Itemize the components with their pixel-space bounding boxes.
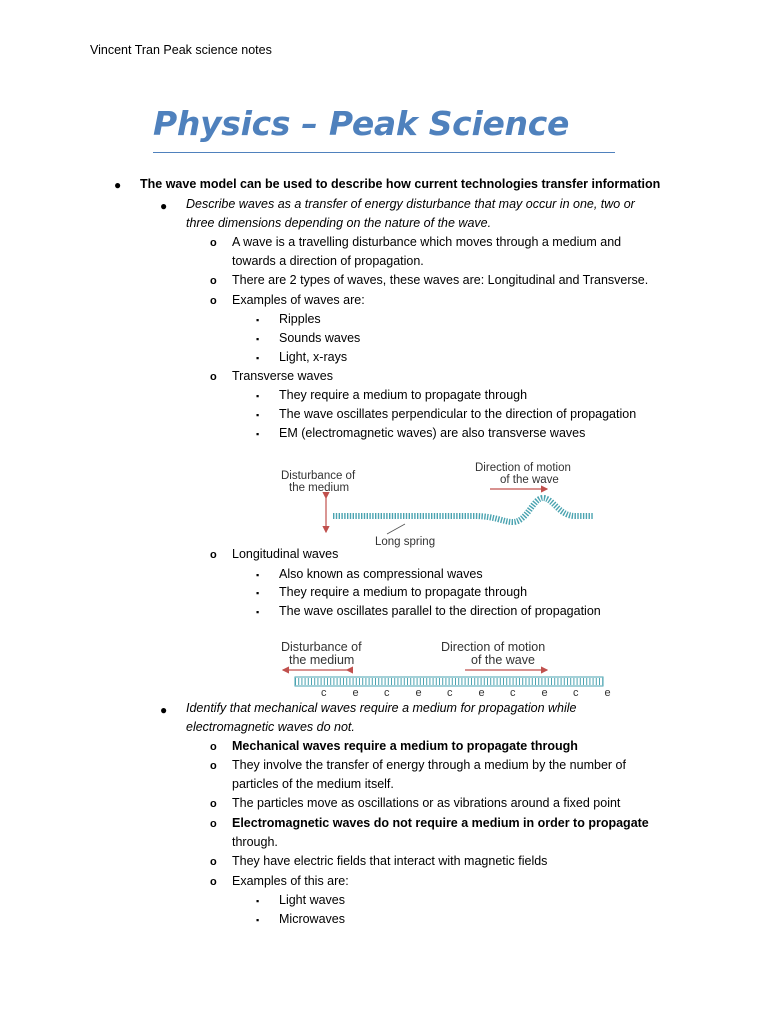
list-item: particles of the medium itself. <box>232 777 394 791</box>
bullet-o-icon: o <box>210 760 217 772</box>
spring-pointer <box>387 524 405 534</box>
bullet-square-icon: ▪ <box>256 588 260 598</box>
bullet-square-icon: ▪ <box>256 353 260 363</box>
label-direction-line2: of the wave <box>500 474 559 486</box>
list-item: Mechanical waves require a medium to propagate through <box>232 739 578 753</box>
list-item: Microwaves <box>279 912 345 926</box>
label-direction-line1: Direction of motion <box>441 640 546 654</box>
list-item: Examples of this are: <box>232 874 349 888</box>
title-divider <box>153 152 615 153</box>
compression-marker: c <box>384 687 390 699</box>
label-disturbance-line1: Disturbance of <box>281 640 362 654</box>
bullet-o-icon: o <box>210 371 217 383</box>
heading-line: The wave model can be used to describe how current technologies transfer information <box>140 177 661 191</box>
compression-marker: e <box>478 687 485 699</box>
compression-markers <box>321 687 611 699</box>
compression-marker: c <box>573 687 579 699</box>
syllabus-point: Describe waves as a transfer of energy disturbance that may occur in one, two or <box>186 197 635 211</box>
bullet-square-icon: ▪ <box>256 896 260 906</box>
bullet-square-icon: ▪ <box>256 607 260 617</box>
label-disturbance-line1: Disturbance of <box>281 470 356 482</box>
compression-marker: e <box>352 687 359 699</box>
list-item: Examples of waves are: <box>232 293 365 307</box>
syllabus-point: electromagnetic waves do not. <box>186 720 355 734</box>
label-direction-line2: of the wave <box>471 653 535 667</box>
compression-marker: e <box>604 687 611 699</box>
list-item: Light waves <box>279 893 346 907</box>
bullet-dot-icon: ● <box>160 199 168 213</box>
list-item: Electromagnetic waves do not require a medium in order to propagate <box>232 816 649 830</box>
compression-marker: c <box>321 687 327 699</box>
compression-marker: e <box>541 687 548 699</box>
list-item: EM (electromagnetic waves) are also transverse waves <box>279 426 586 440</box>
list-item: There are 2 types of waves, these waves are: Longitudinal and Transverse. <box>232 273 649 287</box>
spring-wave <box>333 498 593 522</box>
transverse-wave-diagram <box>275 458 605 548</box>
syllabus-point: three dimensions depending on the nature of the wave. <box>186 216 492 230</box>
list-item: Longitudinal waves <box>232 547 339 561</box>
label-disturbance-line2: the medium <box>289 653 355 667</box>
list-item: They have electric fields that interact with magnetic fields <box>232 854 548 868</box>
bullet-square-icon: ▪ <box>256 429 260 439</box>
list-item: Also known as compressional waves <box>279 567 483 581</box>
label-spring: Long spring <box>375 536 436 548</box>
list-item: A wave is a travelling disturbance which moves through a medium and <box>232 235 622 249</box>
bullet-square-icon: ▪ <box>256 570 260 580</box>
list-item: They involve the transfer of energy through a medium by the number of <box>232 758 626 772</box>
compression-marker: c <box>510 687 516 699</box>
longitudinal-wave-diagram <box>275 634 610 698</box>
list-item: Transverse waves <box>232 369 333 383</box>
label-disturbance-line2: the medium <box>289 482 350 494</box>
compression-marker: e <box>415 687 422 699</box>
bullet-square-icon: ▪ <box>256 334 260 344</box>
list-item: towards a direction of propagation. <box>232 254 424 268</box>
bullet-square-icon: ▪ <box>256 315 260 325</box>
bullet-o-icon: o <box>210 741 217 753</box>
list-item: The wave oscillates perpendicular to the direction of propagation <box>279 407 637 421</box>
bullet-o-icon: o <box>210 818 217 830</box>
list-item: The wave oscillates parallel to the direction of propagation <box>279 604 601 618</box>
bullet-o-icon: o <box>210 237 217 249</box>
bullet-o-icon: o <box>210 275 217 287</box>
bullet-o-icon: o <box>210 876 217 888</box>
list-item: They require a medium to propagate through <box>279 388 528 402</box>
bullet-o-icon: o <box>210 295 217 307</box>
syllabus-point: Identify that mechanical waves require a medium for propagation while <box>186 701 577 715</box>
bullet-square-icon: ▪ <box>256 410 260 420</box>
compression-marker: c <box>447 687 453 699</box>
page-header: Vincent Tran Peak science notes <box>90 43 272 57</box>
bullet-dot-icon: ● <box>160 703 168 717</box>
list-item: Ripples <box>279 312 321 326</box>
bullet-o-icon: o <box>210 549 217 561</box>
list-item: They require a medium to propagate through <box>279 585 528 599</box>
label-direction-line1: Direction of motion <box>475 462 571 474</box>
bullet-dot-icon: ● <box>114 178 122 192</box>
bullet-square-icon: ▪ <box>256 915 260 925</box>
bullet-o-icon: o <box>210 798 217 810</box>
page-title: Physics – Peak Science <box>153 104 570 143</box>
list-item: The particles move as oscillations or as vibrations around a fixed point <box>232 796 621 810</box>
list-item: Sounds waves <box>279 331 361 345</box>
list-item: Light, x-rays <box>279 350 348 364</box>
list-item: through. <box>232 835 278 849</box>
bullet-o-icon: o <box>210 856 217 868</box>
bullet-square-icon: ▪ <box>256 391 260 401</box>
